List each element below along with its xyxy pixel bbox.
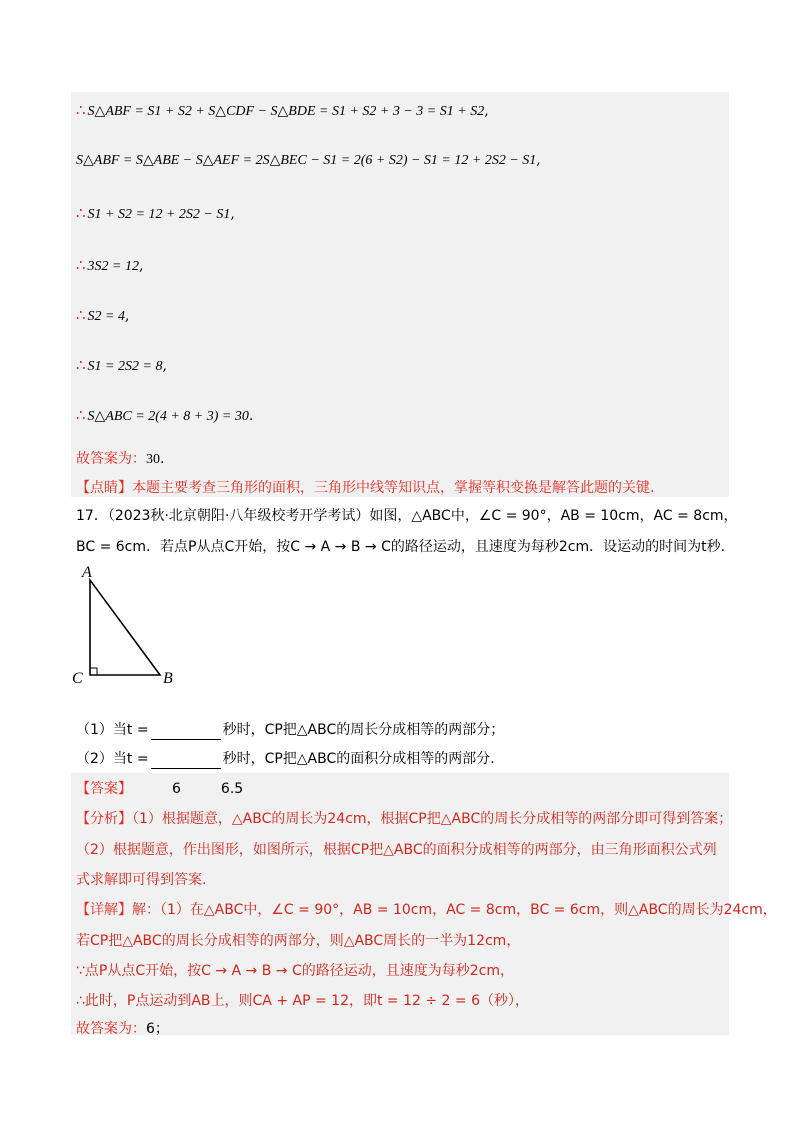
detail-line-3: ∵点P从点C开始，按C → A → B → C的路径运动，且速度为每秒2cm， xyxy=(76,963,514,979)
analysis-line-1: 【分析】（1）根据题意，△ABC的周长为24cm，根据CP把△ABC的周长分成相等的两部分即可得到答案； xyxy=(76,811,733,827)
answer-line: 【答案】 6 6.5 xyxy=(76,781,244,797)
answer-blank-1[interactable] xyxy=(151,725,221,740)
question-2: （2）当t = 秒时，CP把△ABC的面积分成相等的两部分. xyxy=(76,751,495,767)
problem-17-stem-line-2: BC = 6cm．若点P从点C开始，按C → A → B → C的路径运动，且速度为每秒2cm．设运动的时间为t秒. xyxy=(76,539,726,555)
solution-comment: 【点睛】本题主要考查三角形的面积，三角形中线等知识点，掌握等积变换是解答此题的关键. xyxy=(76,480,655,496)
triangle-figure xyxy=(70,563,210,693)
triangle-abc xyxy=(90,580,160,675)
vertex-label-c: C xyxy=(72,670,83,687)
problem-17-stem-line-1: 17．（2023秋·北京朝阳·八年级校考开学考试）如图，△ABC中，∠C = 90°，AB = 10cm，AC = 8cm， xyxy=(76,508,738,524)
question-1: （1）当t = 秒时，CP把△ABC的周长分成相等的两部分； xyxy=(76,722,505,738)
solution-line-7: ∴ S△ABC = 2(4 + 8 + 3) = 30. xyxy=(76,406,254,424)
solution-answer: 故答案为：30. xyxy=(76,451,165,467)
detail-line-4: ∴此时，P点运动到AB上，则CA + AP = 12，即t = 12 ÷ 2 = 6（秒）， xyxy=(76,993,529,1009)
right-angle-mark xyxy=(90,668,97,675)
answer-blank-2[interactable] xyxy=(151,754,221,769)
solution-line-4: ∴ 3S2 = 12, xyxy=(76,256,144,274)
detail-line-2: 若CP把△ABC的周长分成相等的两部分，则△ABC周长的一半为12cm， xyxy=(76,933,521,949)
detail-answer: 故答案为：6； xyxy=(76,1021,169,1037)
solution-line-3: ∴ S1 + S2 = 12 + 2S2 − S1, xyxy=(76,204,235,222)
detail-line-1: 【详解】解：（1）在△ABC中，∠C = 90°，AB = 10cm，AC = 8cm，BC = 6cm，则△ABC的周长为24cm， xyxy=(76,902,777,918)
solution-line-6: ∴ S1 = 2S2 = 8, xyxy=(76,356,167,374)
analysis-line-2: （2）根据题意，作出图形，如图所示，根据CP把△ABC的面积分成相等的两部分，由三角形面积公式列 xyxy=(76,842,717,858)
vertex-label-b: B xyxy=(163,670,173,687)
vertex-label-a: A xyxy=(82,564,92,581)
solution-line-5: ∴ S2 = 4, xyxy=(76,306,130,324)
analysis-line-3: 式求解即可得到答案. xyxy=(76,872,207,888)
solution-line-2: S△ABF = S△ABE − S△AEF = 2S△BEC − S1 = 2(6 + S2) − S1 = 12 + 2S2 − S1, xyxy=(76,152,541,168)
solution-line-1: ∴ S△ABF = S1 + S2 + S△CDF − S△BDE = S1 + S2 + 3 − 3 = S1 + S2, xyxy=(76,101,489,119)
